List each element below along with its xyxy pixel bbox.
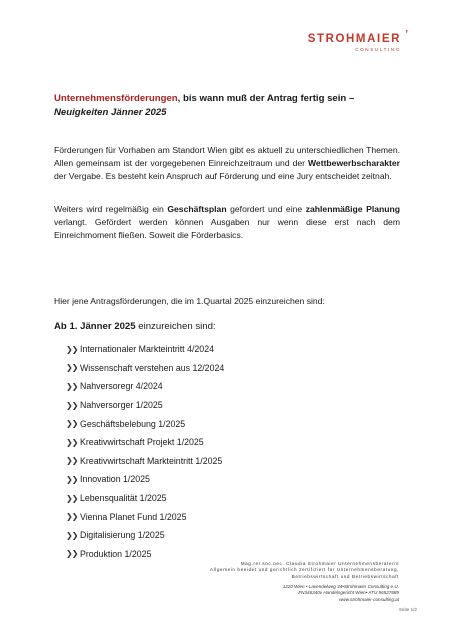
footer <box>210 561 399 603</box>
paragraph-bold: zahlenmäßige Planung <box>305 204 400 214</box>
list-item <box>66 433 224 452</box>
paragraph-intro <box>54 144 400 183</box>
footer-line: Betriebswirtschaft und Betriebswirtschaft <box>291 573 399 579</box>
section-heading-bold: Ab 1. Jänner 2025 <box>54 321 136 332</box>
list-item-label: Lebensqualität 1/2025 <box>80 493 167 504</box>
list-item <box>66 452 224 471</box>
paragraph-bold: Geschäftsplan <box>167 204 227 214</box>
bullet-icon: ❯❯ <box>66 549 78 559</box>
bullet-icon: ❯❯ <box>66 437 78 447</box>
title-highlight: Unternehmensförderungen <box>54 93 178 104</box>
logo-subtitle: CONSULTING <box>355 46 401 52</box>
funding-list <box>66 340 224 563</box>
list-item-label: Kreativwirtschaft Projekt 1/2025 <box>80 437 204 448</box>
list-item-label: Digitalisierung 1/2025 <box>80 530 165 541</box>
list-item-label: Kreativwirtschaft Markteintritt 1/2025 <box>80 455 223 466</box>
document-title <box>54 92 404 120</box>
list-item-label: Produktion 1/2025 <box>80 548 152 559</box>
footer-line: FN346340v Handelsgericht Wien• ATU 56527689 <box>298 590 399 596</box>
list-item <box>66 507 224 526</box>
section-heading-rest: einzureichen sind: <box>135 321 216 332</box>
list-item-label: Nahversorger 1/2025 <box>80 400 163 411</box>
bullet-icon: ❯❯ <box>66 400 78 410</box>
list-item-label: Internationaler Markteintritt 4/2024 <box>80 344 214 355</box>
paragraph-bold: Wettbewerbscharakter <box>307 157 400 168</box>
title-subtitle: Neuigkeiten Jänner 2025 <box>54 106 167 118</box>
logo-name: STROHMAIER <box>307 33 401 45</box>
bullet-icon: ❯❯ <box>66 512 78 522</box>
section-heading <box>54 321 216 332</box>
bullet-icon: ❯❯ <box>66 344 78 354</box>
list-item-label: Vienna Planet Fund 1/2025 <box>80 511 187 522</box>
list-item-label: Wissenschaft verstehen aus 12/2024 <box>80 362 225 373</box>
bullet-icon: ❯❯ <box>66 363 78 373</box>
footer-line: 1220 Wien • Lavendelweg 34•Strohmaier Consulting e.U. <box>282 584 399 590</box>
footer-line: Allgemein beeidet und gerichtlich zertifiziert für Unternehmensberatung, <box>209 567 399 573</box>
list-item-label: Geschäftsbelebung 1/2025 <box>80 418 186 429</box>
bullet-icon: ❯❯ <box>66 456 78 466</box>
list-item <box>66 396 224 415</box>
paragraph-text: gefordert und eine <box>226 204 306 214</box>
bullet-icon: ❯❯ <box>66 419 78 429</box>
paragraph-text: Weiters wird regelmäßig ein <box>54 204 168 214</box>
bullet-icon: ❯❯ <box>66 474 78 484</box>
footer-website: www.strohmaier-consulting.at <box>339 596 399 602</box>
list-item <box>66 545 224 564</box>
footer-line: Mag.rer.soc.oec. Claudia Strohmaier Unternehmensberaterin <box>240 561 399 566</box>
bullet-icon: ❯❯ <box>66 381 78 391</box>
title-rest: , bis wann muß der Antrag fertig sein – <box>177 93 355 104</box>
company-logo <box>307 29 408 52</box>
logo-mark: ’ <box>405 29 408 40</box>
paragraph-text: verlangt. Gefördert werden können Ausgaben nur wenn diese erst nach dem Einreichmoment fließen. Soweit die Förderbasics. <box>54 216 400 240</box>
list-item-label: Nahversoregr 4/2024 <box>80 381 163 392</box>
paragraph-text: der Vergabe. Es besteht kein Anspruch auf Förderung und eine Jury entscheidet zeitnah. <box>54 170 392 181</box>
list-item <box>66 377 224 396</box>
page-number: Seite 1/2 <box>398 607 417 612</box>
paragraph-text: Förderungen für Vorhaben am Standort Wien gibt es aktuell zu unterschiedlichen Themen. Allen gemeinsam ist der vorgegebenen Einreichzeitraum und der <box>54 145 400 168</box>
list-item <box>66 526 224 545</box>
list-item <box>66 414 224 433</box>
paragraph-quarter: Hier jene Antragsförderungen, die im 1.Quartal 2025 einzureichen sind: <box>54 296 325 306</box>
list-item <box>66 470 224 489</box>
bullet-icon: ❯❯ <box>66 493 78 503</box>
bullet-icon: ❯❯ <box>66 530 78 540</box>
footer-address <box>210 584 399 603</box>
list-item <box>66 340 224 359</box>
paragraph-requirements <box>54 203 400 242</box>
list-item <box>66 359 224 378</box>
list-item-label: Innovation 1/2025 <box>80 474 150 485</box>
list-item <box>66 489 224 508</box>
